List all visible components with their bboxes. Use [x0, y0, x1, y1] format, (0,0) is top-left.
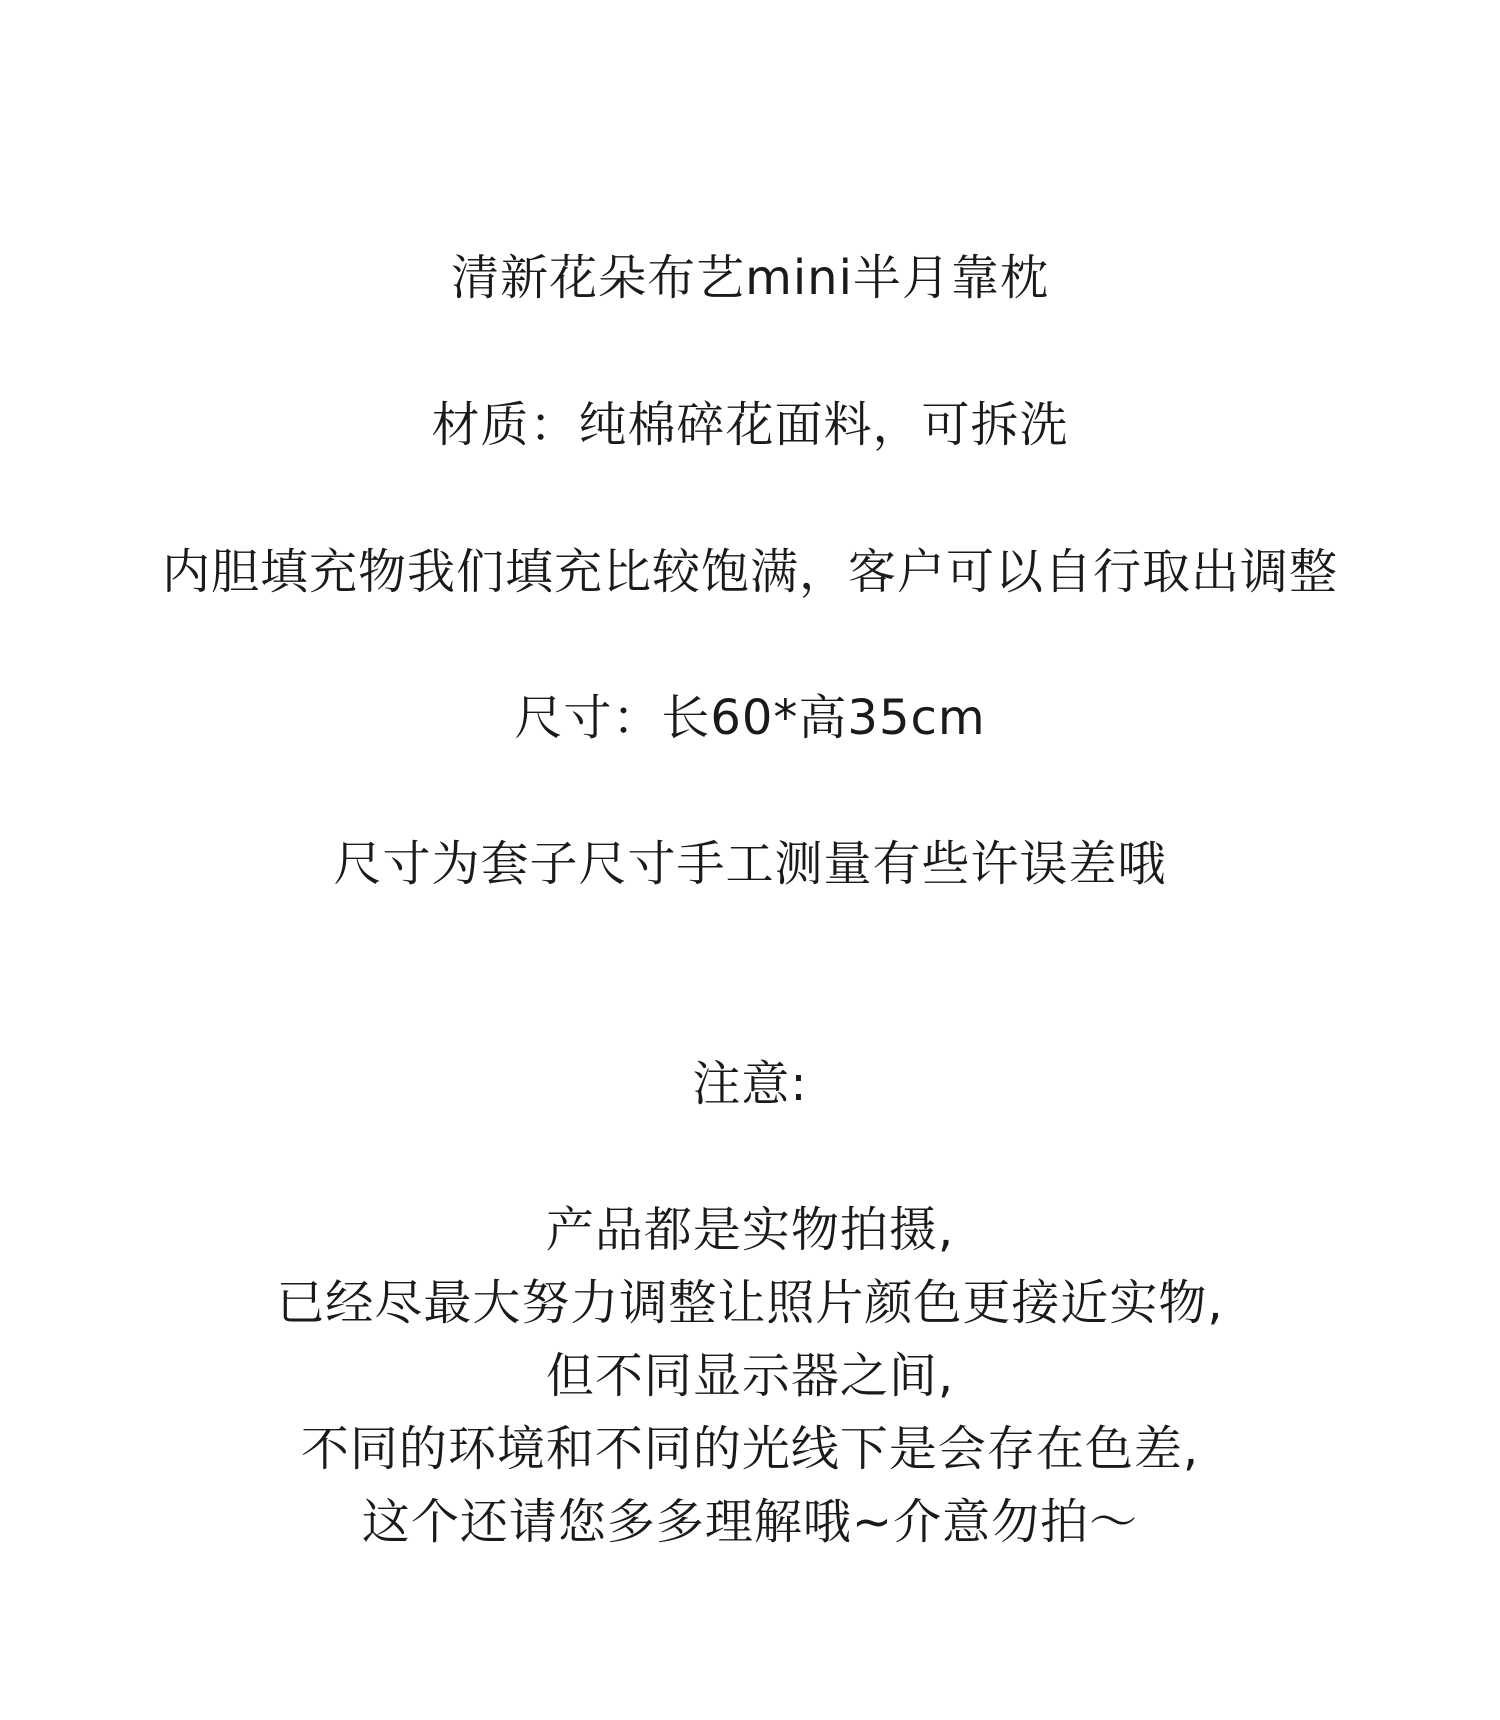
notice-line: 这个还请您多多理解哦~介意勿拍～ [361, 1494, 1139, 1550]
material-line: 材质：纯棉碎花面料，可拆洗 [431, 397, 1069, 453]
notice-line: 但不同显示器之间, [545, 1348, 955, 1404]
notice-heading: 注意: [692, 1056, 808, 1112]
size-line: 尺寸：长60*高35cm [514, 690, 986, 746]
notice-line: 已经尽最大努力调整让照片颜色更接近实物, [276, 1275, 1224, 1331]
size-note-line: 尺寸为套子尺寸手工测量有些许误差哦 [333, 836, 1167, 892]
filling-line: 内胆填充物我们填充比较饱满，客户可以自行取出调整 [161, 544, 1338, 600]
notice-line: 产品都是实物拍摄, [545, 1202, 955, 1258]
notice-line: 不同的环境和不同的光线下是会存在色差, [300, 1421, 1200, 1477]
product-title: 清新花朵布艺mini半月靠枕 [451, 250, 1049, 306]
